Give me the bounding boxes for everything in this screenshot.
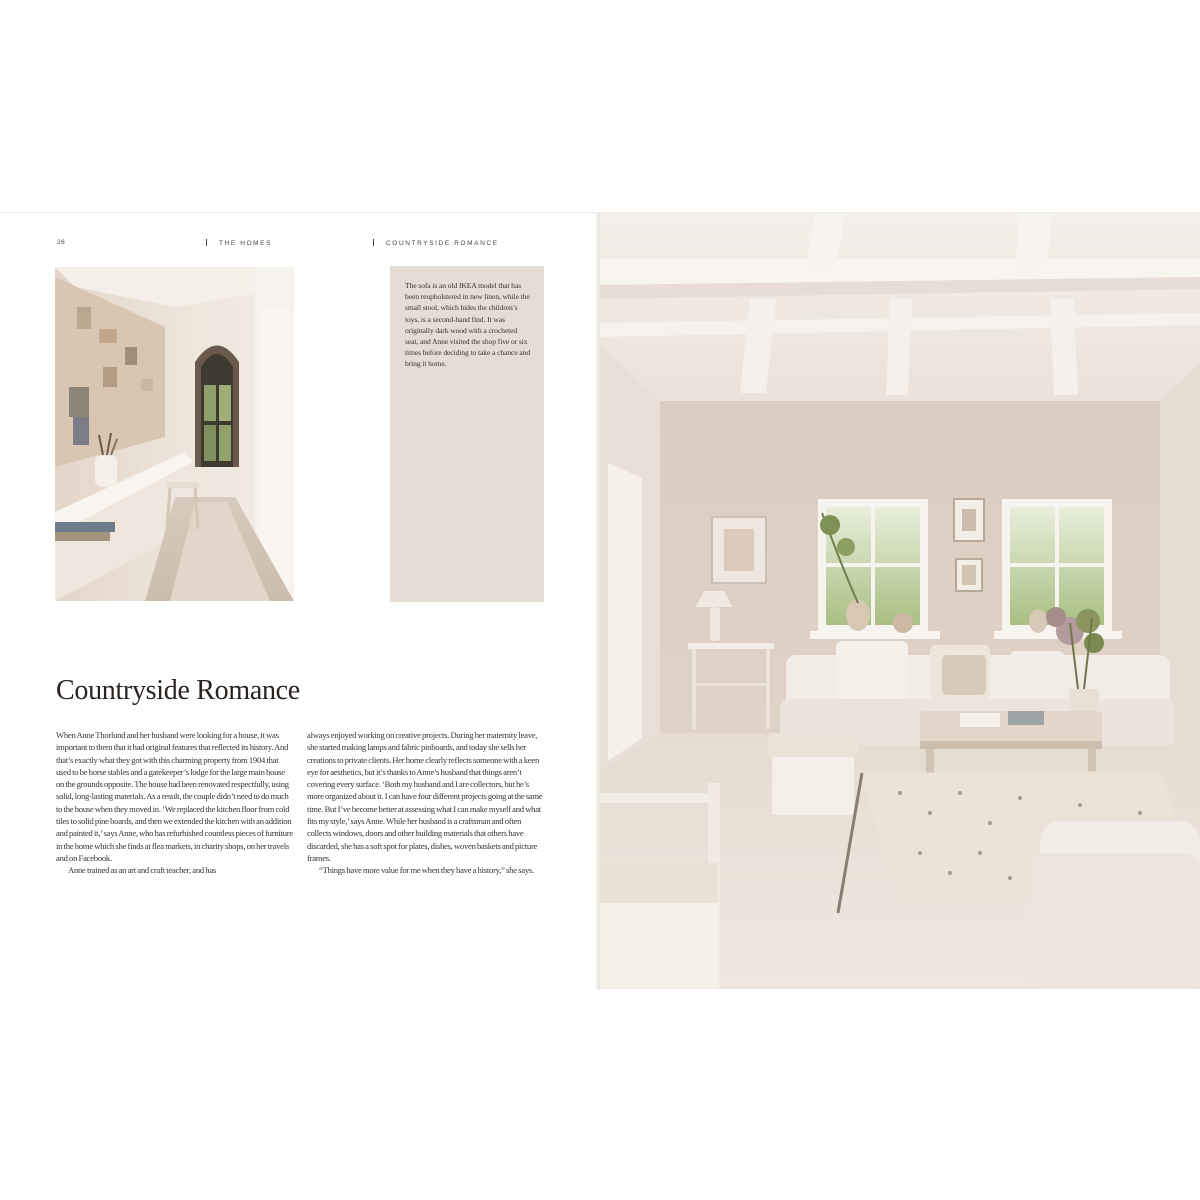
divider: [206, 239, 207, 246]
divider: [373, 239, 374, 246]
living-room-photo: [600, 213, 1200, 989]
body-paragraph: always enjoyed working on creative projects. During her maternity leave, she started making lamps and fabric pinboards, and today she sells her creations to private clients. Her home clearly reflects someone with a keen eye for aesthetics, but it’s thanks to Anne’s husband that things aren’t covering every surface. ‘Both my husband and I are collectors, but he’s more organized about it. I can have four different projects going at the same time. But I’ve become better at assessing what I can make myself and what fits my style,’ says Anne. While her husband is a craftsman and often collects windows, doors and other building materials that others have discarded, she has a soft spot for plates, dishes, woven baskets and picture frames.: [307, 730, 543, 863]
section-running-head: [206, 239, 272, 247]
living-room-photo-illustration: [600, 213, 1200, 989]
left-page: [0, 213, 598, 989]
body-column-1: [56, 729, 294, 877]
body-column-2: [307, 729, 545, 877]
body-paragraph: “Things have more value for me when they have a history,” she says.: [319, 865, 534, 876]
article-head-label: COUNTRYSIDE ROMANCE: [386, 240, 499, 247]
body-paragraph: Anne trained as an art and craft teacher, and has: [68, 865, 217, 876]
photo-caption: The sofa is an old IKEA model that has been reupholstered in new linen, while the small stool, which hides the children’s toys, is a second-hand find. It was originally dark wood with a crocheted seat, and Anne visited the shop five or six times before deciding to take a chance and bring it home.: [405, 281, 531, 369]
hallway-photo-illustration: [55, 267, 294, 601]
article-running-head: [373, 239, 499, 247]
section-head-label: THE HOMES: [219, 240, 273, 247]
page-number: 26: [57, 239, 66, 246]
magazine-spread: [0, 212, 1200, 988]
hallway-photo: [55, 267, 294, 601]
body-paragraph: When Anne Thorlund and her husband were looking for a house, it was important to them that it had original features that reflected its history. And that’s exactly what they got with this charming property from 1904 that used to be horse stables and a gatekeeper’s lodge for the large main house on the grounds opposite. The house had been renovated respectfully, using solid, long-lasting materials. As a result, the couple didn’t need to do much to the house when they moved in. ‘We replaced the kitchen floor from cold tiles to solid pine boards, and then we extended the kitchen with an addition and painted it,’ says Anne, who has refurbished countless pieces of furniture in the home which she finds at flea markets, in charity shops, on her travels and on Facebook.: [56, 730, 293, 863]
caption-box: [390, 266, 544, 602]
article-title: Countryside Romance: [56, 675, 300, 706]
